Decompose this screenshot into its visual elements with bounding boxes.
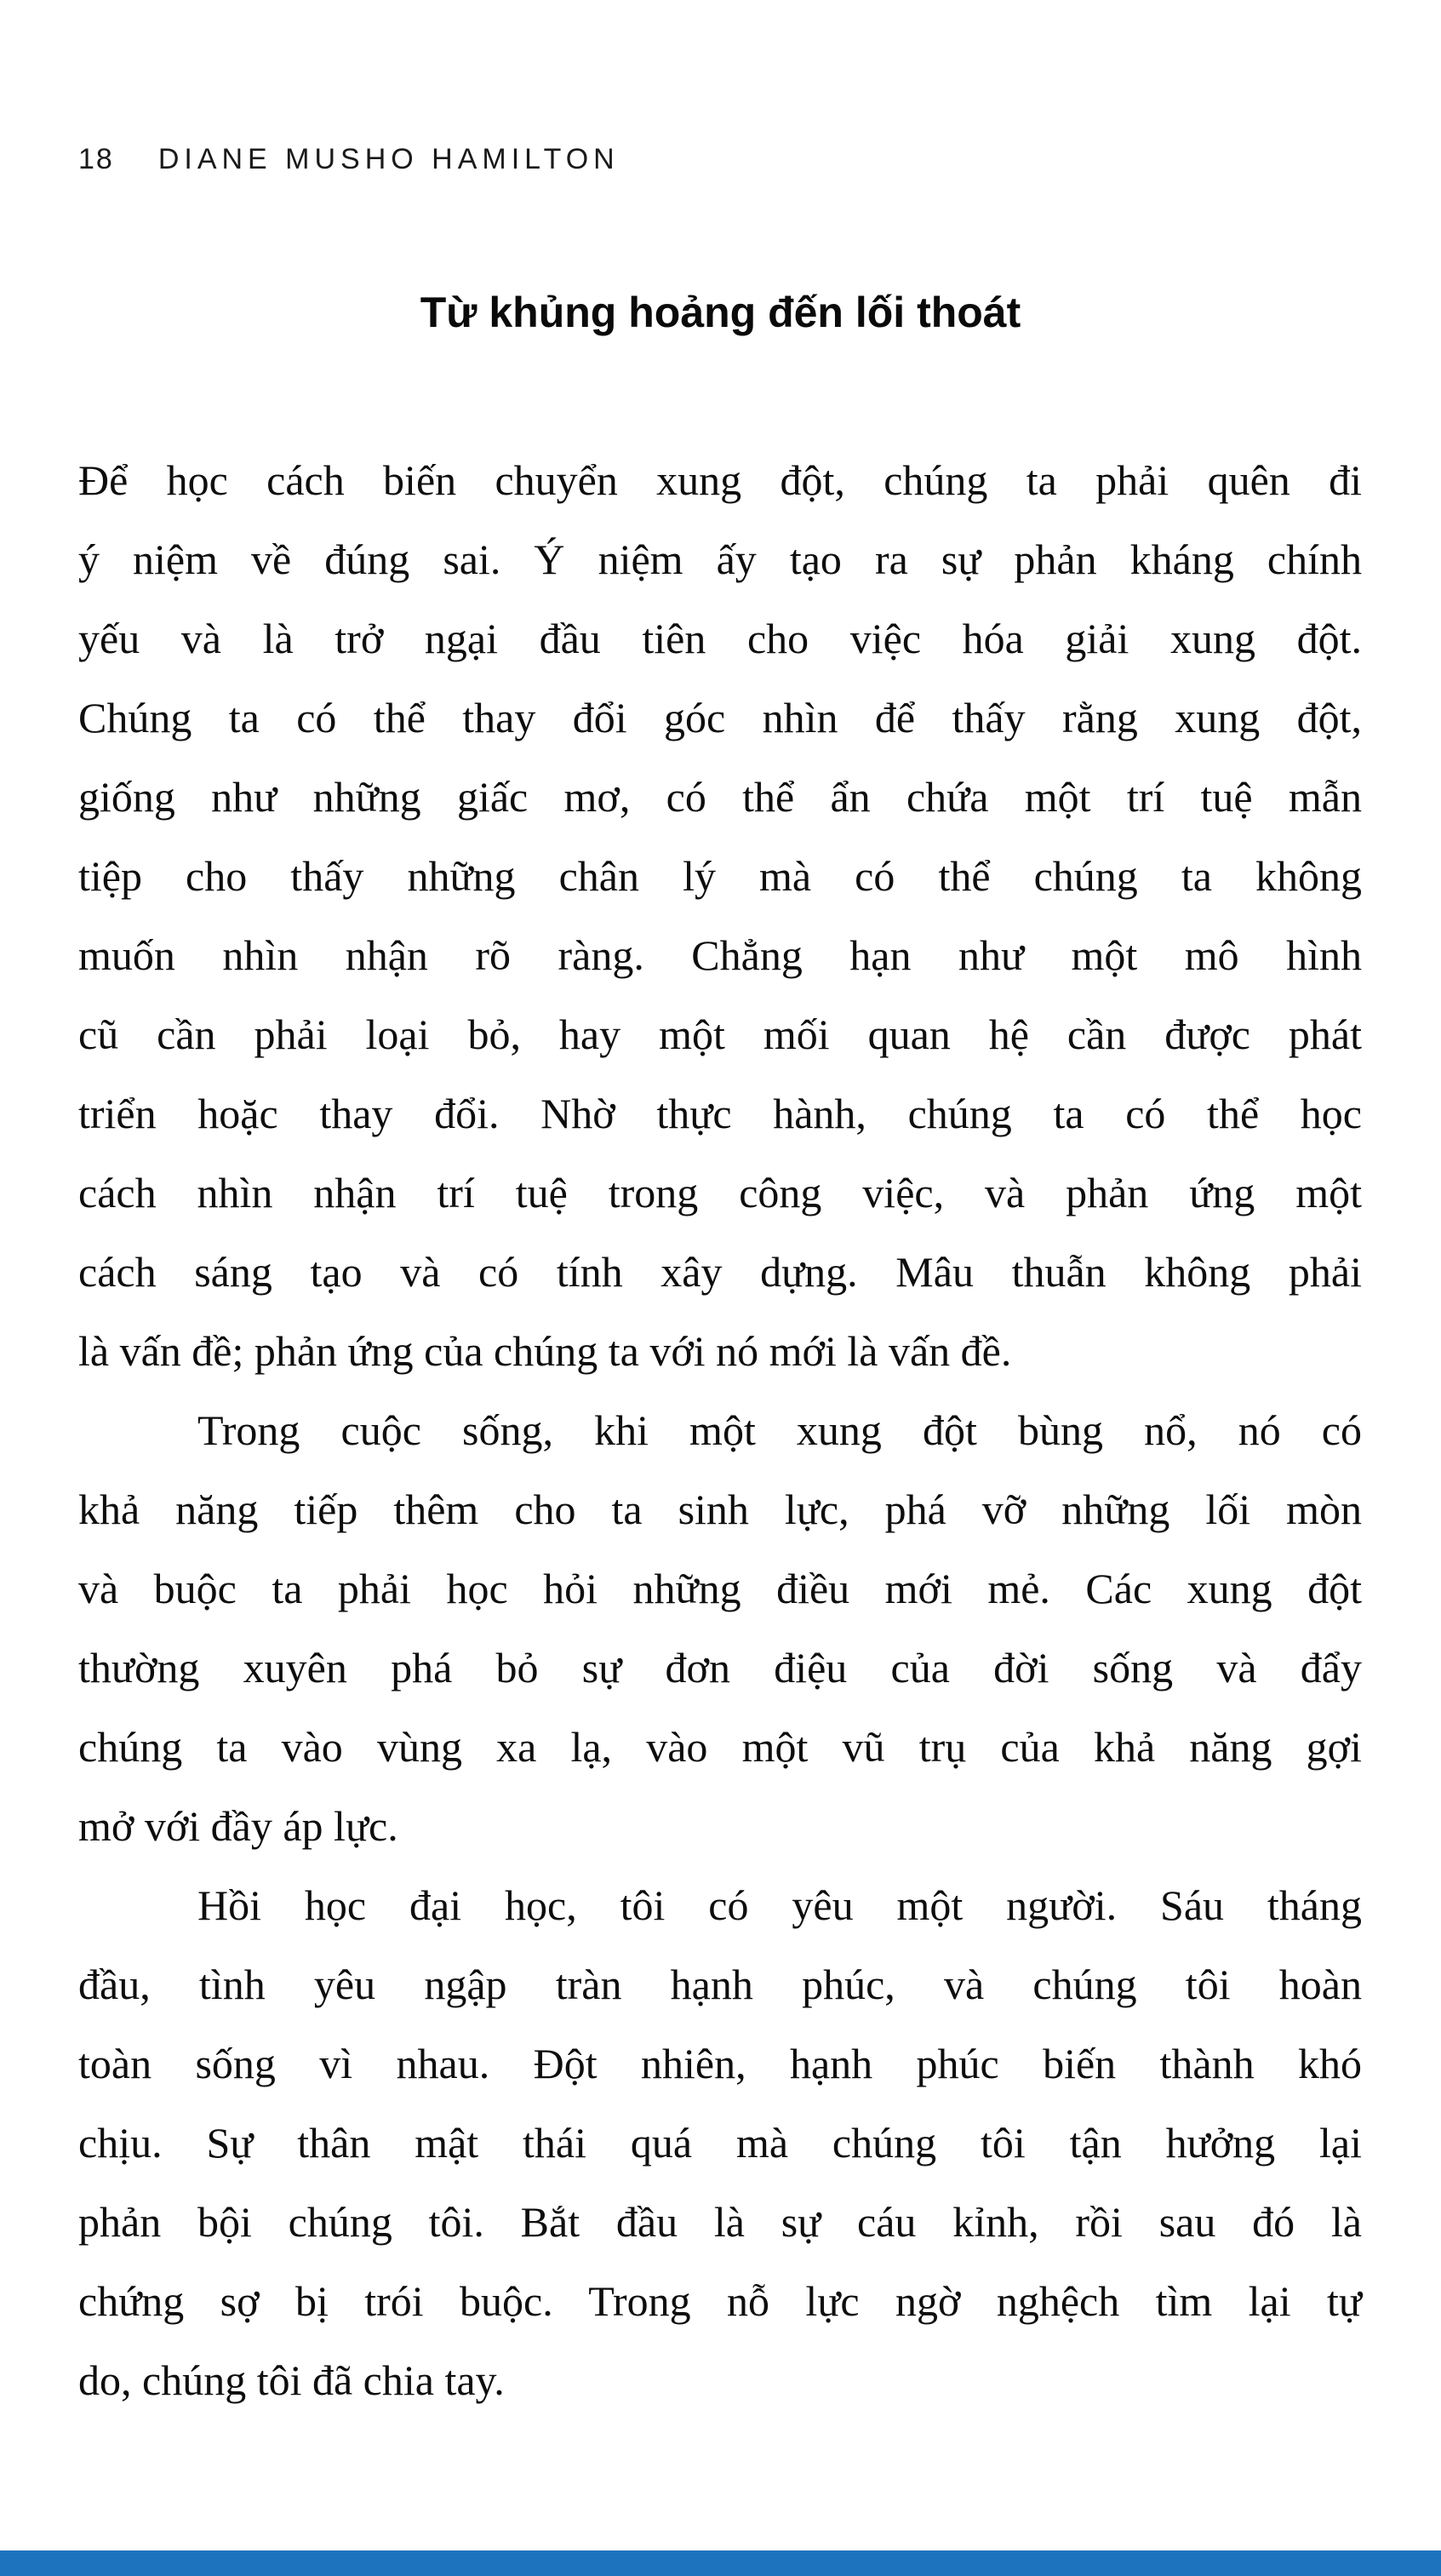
page-number: 18: [78, 143, 114, 175]
body-line: yếu và là trở ngại đầu tiên cho việc hóa giải xung đột.: [78, 615, 1362, 662]
body-line: chịu. Sự thân mật thái quá mà chúng tôi tận hưởng lại: [78, 2119, 1362, 2167]
body-line: giống như những giấc mơ, có thể ẩn chứa một trí tuệ mẫn: [78, 773, 1362, 821]
body-line: và buộc ta phải học hỏi những điều mới mẻ. Các xung đột: [78, 1565, 1362, 1612]
chapter-title: Từ khủng hoảng đến lối thoát: [420, 289, 1021, 336]
body-line: toàn sống vì nhau. Đột nhiên, hạnh phúc biến thành khó: [78, 2040, 1362, 2087]
body-line: triển hoặc thay đổi. Nhờ thực hành, chúng ta có thể học: [78, 1090, 1362, 1137]
body-text: [78, 441, 1362, 2420]
body-line: Hồi học đại học, tôi có yêu một người. Sáu tháng: [197, 1881, 1362, 1929]
body-line: do, chúng tôi đã chia tay.: [78, 2356, 505, 2404]
body-line: cũ cần phải loại bỏ, hay một mối quan hệ cần được phát: [78, 1010, 1362, 1058]
running-head: [78, 143, 620, 176]
body-line: chứng sợ bị trói buộc. Trong nỗ lực ngờ nghệch tìm lại tự: [78, 2277, 1362, 2325]
body-line: cách nhìn nhận trí tuệ trong công việc, và phản ứng một: [78, 1169, 1362, 1216]
body-line: Trong cuộc sống, khi một xung đột bùng nổ, nó có: [197, 1406, 1362, 1454]
body-line: tiệp cho thấy những chân lý mà có thể chúng ta không: [78, 852, 1362, 900]
body-line: Chúng ta có thể thay đổi góc nhìn để thấy rằng xung đột,: [78, 694, 1362, 741]
body-line: cách sáng tạo và có tính xây dựng. Mâu thuẫn không phải: [78, 1248, 1362, 1296]
body-line: Để học cách biến chuyển xung đột, chúng ta phải quên đi: [78, 456, 1362, 504]
bottom-bar: [0, 2550, 1441, 2576]
body-line: là vấn đề; phản ứng của chúng ta với nó mới là vấn đề.: [78, 1327, 1012, 1375]
body-line: chúng ta vào vùng xa lạ, vào một vũ trụ của khả năng gợi: [78, 1723, 1362, 1771]
running-head-author: DIANE MUSHO HAMILTON: [157, 143, 620, 175]
body-line: muốn nhìn nhận rõ ràng. Chẳng hạn như một mô hình: [78, 931, 1362, 979]
body-line: ý niệm về đúng sai. Ý niệm ấy tạo ra sự phản kháng chính: [78, 535, 1362, 583]
body-line: mở với đầy áp lực.: [78, 1802, 398, 1850]
body-line: thường xuyên phá bỏ sự đơn điệu của đời sống và đẩy: [78, 1644, 1362, 1692]
body-line: khả năng tiếp thêm cho ta sinh lực, phá vỡ những lối mòn: [78, 1485, 1362, 1533]
body-line: phản bội chúng tôi. Bắt đầu là sự cáu kỉnh, rồi sau đó là: [78, 2198, 1362, 2246]
body-line: đầu, tình yêu ngập tràn hạnh phúc, và chúng tôi hoàn: [78, 1961, 1362, 2008]
